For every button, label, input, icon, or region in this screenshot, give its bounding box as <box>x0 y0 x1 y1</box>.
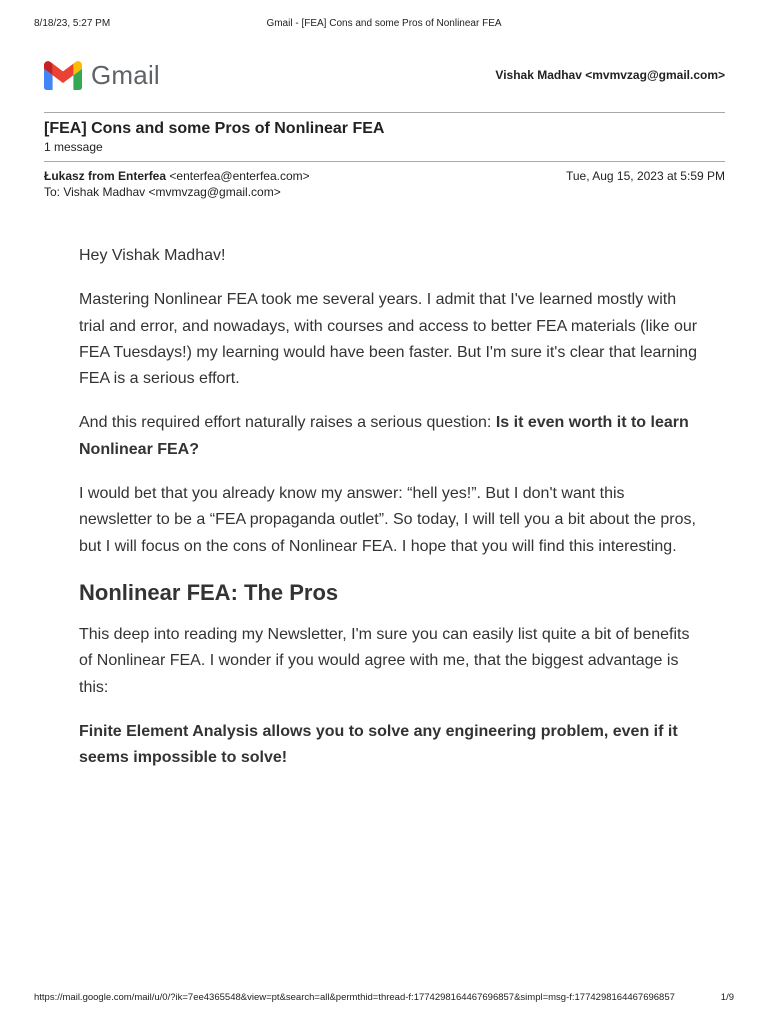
paragraph-2 <box>79 410 699 463</box>
sender <box>44 169 310 183</box>
divider <box>44 112 725 113</box>
paragraph-4: This deep into reading my Newsletter, I'm sure you can easily list quite a bit of benefits of Nonlinear FEA. I wonder if you would agree with me, that the biggest advantage is this: <box>79 625 690 696</box>
message-count: 1 message <box>44 140 103 154</box>
message-body <box>79 243 699 789</box>
paragraph-2-text: And this required effort naturally raises a serious question: <box>79 414 496 432</box>
print-datetime: 8/18/23, 5:27 PM <box>34 18 111 29</box>
sender-email: <enterfea@enterfea.com> <box>169 169 310 183</box>
print-url: https://mail.google.com/mail/u/0/?ik=7ee4365548&view=pt&search=all&permthid=thread-f:1774298164467696857&simpl=msg-f:1774298164467696857 <box>34 992 675 1003</box>
print-header <box>34 18 734 32</box>
thread-subject: [FEA] Cons and some Pros of Nonlinear FEA <box>44 120 385 137</box>
paragraph-5 <box>79 719 699 772</box>
paragraph-1: Mastering Nonlinear FEA took me several years. I admit that I've learned mostly with trial and error, and nowadays, with courses and access to better FEA materials (like our FEA Tuesdays!) my learning would have been faster. But I'm sure it's clear that learning FEA is a serious effort. <box>79 291 698 388</box>
recipient: To: Vishak Madhav <mvmvzag@gmail.com> <box>44 185 281 199</box>
gmail-logo-icon <box>44 60 82 90</box>
message-date: Tue, Aug 15, 2023 at 5:59 PM <box>566 169 725 183</box>
account-label: Vishak Madhav <mvmvzag@gmail.com> <box>495 68 725 82</box>
sender-name: Łukasz from Enterfea <box>44 169 167 183</box>
greeting: Hey Vishak Madhav! <box>79 247 226 264</box>
page-number: 1/9 <box>720 992 734 1003</box>
print-footer <box>34 992 734 1006</box>
gmail-logo[interactable] <box>44 58 160 92</box>
gmail-wordmark: Gmail <box>91 59 160 90</box>
section-heading: Nonlinear FEA: The Pros <box>79 579 339 605</box>
paragraph-2-bold: Is it even worth it to learn Nonlinear FEA? <box>79 414 689 458</box>
print-page-title: Gmail - [FEA] Cons and some Pros of Nonlinear FEA <box>266 18 502 29</box>
paragraph-5-bold: Finite Element Analysis allows you to solve any engineering problem, even if it seems impossible to solve! <box>79 722 678 767</box>
divider <box>44 161 725 162</box>
paragraph-3: I would bet that you already know my answer: “hell yes!”. But I don't want this newsletter to be a “FEA propaganda outlet”. So today, I will tell you a bit about the pros, but I will focus on the cons of Nonlinear FEA. I hope that you will find this interesting. <box>79 485 696 555</box>
